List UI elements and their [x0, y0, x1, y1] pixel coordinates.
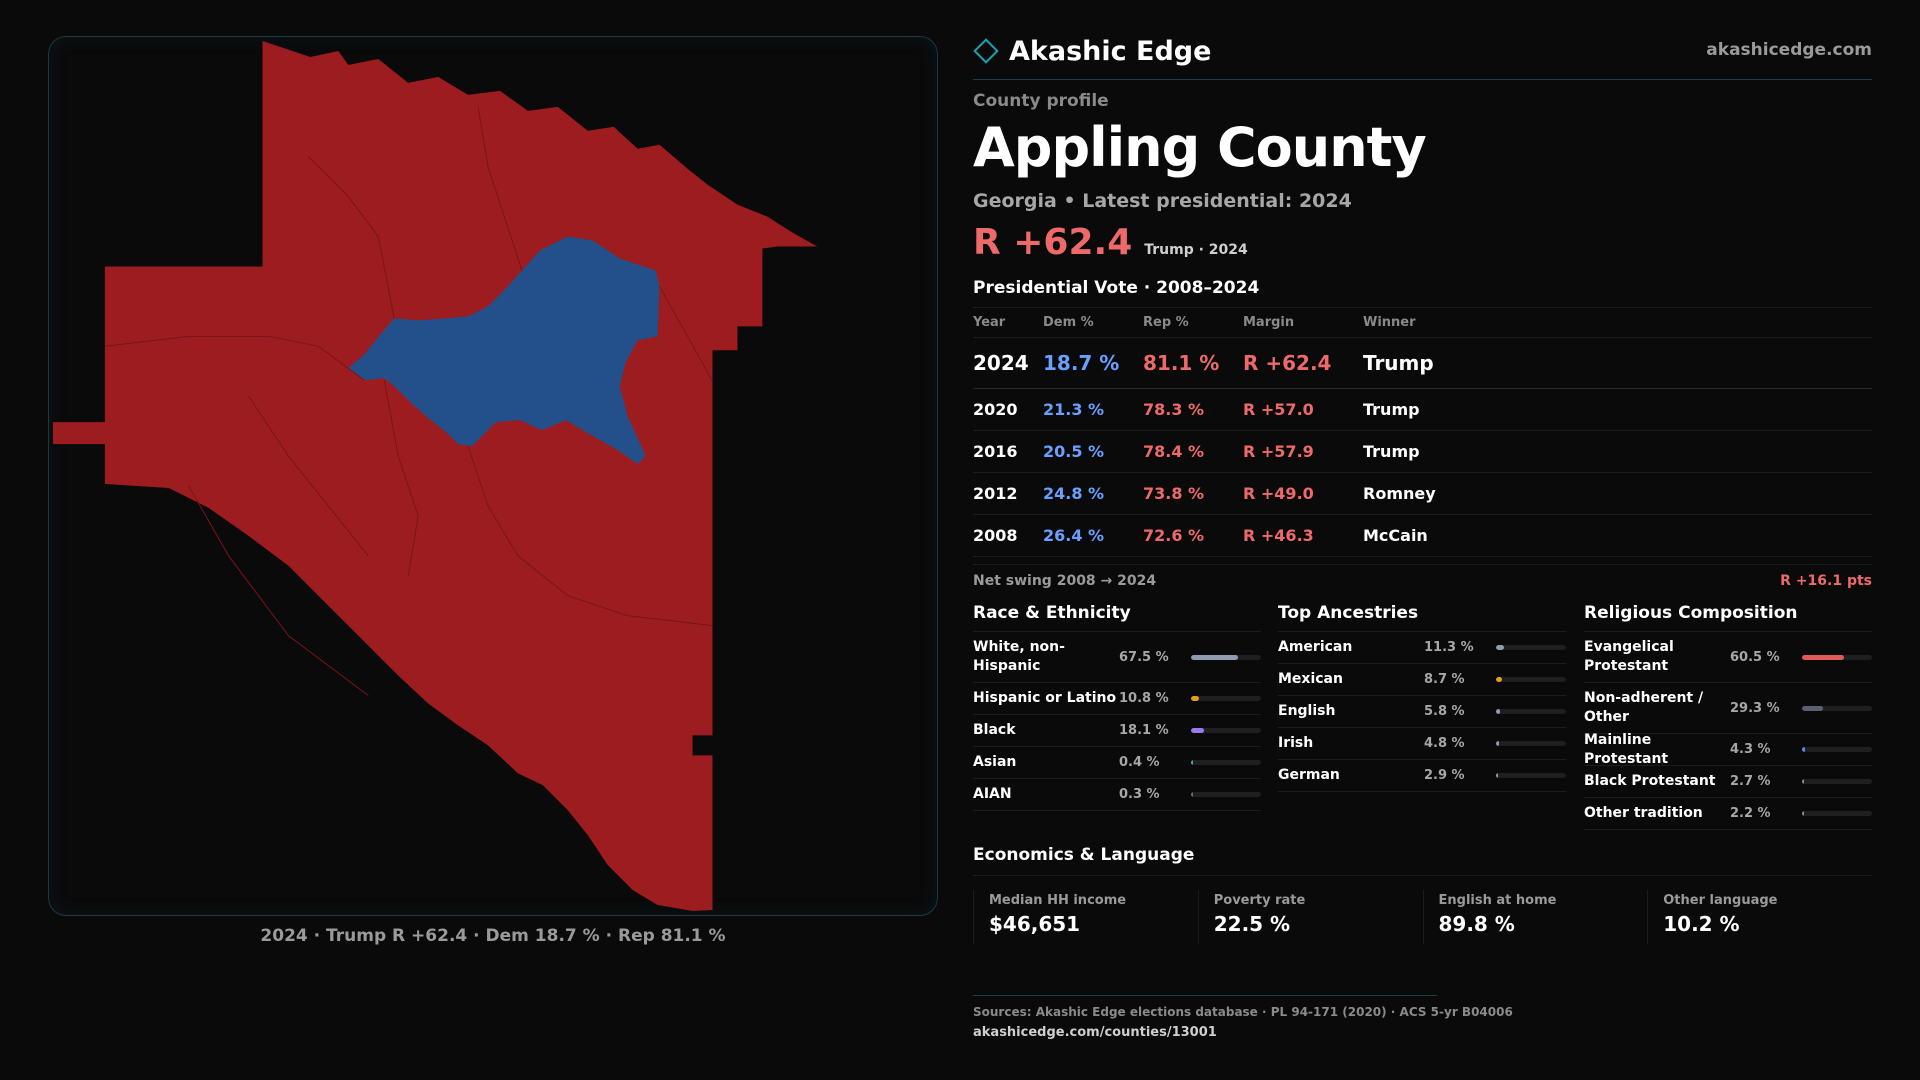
race-bar	[1191, 792, 1261, 797]
county-map[interactable]	[49, 37, 937, 915]
county-map-panel[interactable]	[48, 36, 938, 916]
vote-rep: 72.6 %	[1143, 526, 1205, 545]
ancestry-label: American	[1278, 639, 1353, 655]
map-caption: 2024 · Trump R +62.4 · Dem 18.7 % · Rep 81.1 %	[260, 926, 726, 946]
religion-bar-fill	[1802, 779, 1804, 784]
vote-margin: R +62.4	[1243, 351, 1332, 375]
list-item	[973, 747, 1261, 779]
vote-table	[973, 307, 1872, 557]
list-item	[1278, 696, 1566, 728]
swing-value: R +16.1 pts	[1780, 573, 1872, 589]
religion-bar	[1802, 779, 1872, 784]
ancestry-value: 4.8 %	[1424, 736, 1465, 751]
ancestry-label: English	[1278, 703, 1336, 719]
ancestry-title: Top Ancestries	[1278, 603, 1566, 632]
race-value: 10.8 %	[1119, 691, 1169, 706]
econ-label: Other language	[1663, 893, 1778, 908]
religion-bar	[1802, 747, 1872, 752]
ancestry-value: 2.9 %	[1424, 768, 1465, 783]
list-item	[973, 683, 1261, 715]
table-row	[973, 515, 1872, 557]
vote-winner: Trump	[1363, 351, 1434, 375]
ancestry-section	[1278, 603, 1566, 792]
race-bar	[1191, 760, 1261, 765]
race-bar	[1191, 655, 1261, 660]
table-row	[973, 389, 1872, 431]
ancestry-value: 5.8 %	[1424, 704, 1465, 719]
religion-label: Evangelical Protestant	[1584, 639, 1674, 674]
list-item	[1584, 798, 1872, 830]
race-bar	[1191, 728, 1261, 733]
vote-winner: Trump	[1363, 400, 1420, 419]
profile-panel	[973, 0, 1872, 1080]
county-rep-region[interactable]	[53, 41, 817, 911]
vote-year: 2020	[973, 400, 1018, 419]
vote-winner: Romney	[1363, 484, 1436, 503]
diamond-logo-icon	[973, 38, 999, 64]
econ-label: English at home	[1438, 893, 1557, 908]
latest-margin-value: R +62.4	[973, 222, 1133, 263]
list-item	[1584, 632, 1872, 683]
col-year: Year	[973, 315, 1006, 330]
religion-value: 60.5 %	[1730, 649, 1780, 665]
race-bar-fill	[1191, 728, 1204, 733]
religion-bar	[1802, 655, 1872, 660]
list-item	[1278, 760, 1566, 792]
swing-label: Net swing 2008 → 2024	[973, 573, 1157, 589]
vote-rep: 78.4 %	[1143, 442, 1205, 461]
ancestry-bar-fill	[1496, 645, 1504, 650]
race-label: Asian	[973, 754, 1017, 770]
ancestry-bar	[1496, 773, 1566, 778]
race-bar-fill	[1191, 760, 1193, 765]
ancestry-label: Mexican	[1278, 671, 1343, 687]
religion-label: Black Protestant	[1584, 773, 1716, 789]
race-label: White, non-Hispanic	[973, 639, 1065, 674]
religion-label: Other tradition	[1584, 805, 1703, 821]
table-row	[973, 473, 1872, 515]
religion-bar-fill	[1802, 655, 1844, 660]
brand-url-link[interactable]: akashicedge.com	[1706, 40, 1872, 60]
list-item	[1278, 632, 1566, 664]
vote-year: 2024	[973, 351, 1029, 375]
race-bar	[1191, 696, 1261, 701]
list-item	[973, 632, 1261, 683]
economics-title: Economics & Language	[973, 845, 1195, 865]
race-bar-fill	[1191, 792, 1193, 797]
vote-winner: McCain	[1363, 526, 1428, 545]
economics-divider	[973, 875, 1872, 876]
religion-bar	[1802, 811, 1872, 816]
religion-bar-fill	[1802, 747, 1805, 752]
econ-label: Poverty rate	[1213, 893, 1306, 908]
header-divider	[973, 79, 1872, 80]
religion-section	[1584, 603, 1872, 830]
ancestry-bar-fill	[1496, 773, 1498, 778]
vote-dem: 21.3 %	[1043, 400, 1105, 419]
ancestry-bar	[1496, 709, 1566, 714]
vote-margin: R +46.3	[1243, 526, 1314, 545]
race-value: 0.3 %	[1119, 787, 1160, 802]
race-ethnicity-section	[973, 603, 1261, 811]
page-subtitle: Georgia • Latest presidential: 2024	[973, 190, 1352, 212]
table-row	[973, 338, 1872, 389]
race-title: Race & Ethnicity	[973, 603, 1261, 632]
latest-margin	[973, 222, 1248, 263]
vote-year: 2016	[973, 442, 1018, 461]
vote-winner: Trump	[1363, 442, 1420, 461]
race-label: Black	[973, 722, 1016, 738]
vote-table-header	[973, 307, 1872, 338]
ancestry-bar	[1496, 645, 1566, 650]
econ-value: 89.8 %	[1438, 912, 1515, 936]
race-value: 18.1 %	[1119, 723, 1169, 738]
econ-value: 10.2 %	[1663, 912, 1740, 936]
vote-dem: 20.5 %	[1043, 442, 1105, 461]
col-margin: Margin	[1243, 315, 1295, 330]
vote-margin: R +57.9	[1243, 442, 1314, 461]
econ-card-income	[973, 890, 1198, 944]
race-bar-fill	[1191, 696, 1199, 701]
col-dem: Dem %	[1043, 315, 1094, 330]
ancestry-bar-fill	[1496, 709, 1500, 714]
econ-value: 22.5 %	[1213, 912, 1291, 936]
ancestry-value: 11.3 %	[1424, 640, 1474, 655]
religion-value: 2.2 %	[1730, 806, 1771, 821]
ancestry-label: Irish	[1278, 735, 1314, 751]
profile-eyebrow: County profile	[973, 91, 1109, 111]
list-item	[973, 715, 1261, 747]
brand-name: Akashic Edge	[1009, 35, 1212, 67]
vote-margin: R +49.0	[1243, 484, 1314, 503]
page-title: Appling County	[973, 116, 1426, 179]
religion-bar-fill	[1802, 811, 1804, 816]
religion-value: 2.7 %	[1730, 774, 1771, 789]
vote-rep: 78.3 %	[1143, 400, 1205, 419]
vote-dem: 24.8 %	[1043, 484, 1105, 503]
religion-value: 29.3 %	[1730, 700, 1780, 716]
list-item	[973, 779, 1261, 811]
vote-section-title: Presidential Vote · 2008–2024	[973, 278, 1260, 298]
list-item	[1278, 664, 1566, 696]
race-bar-fill	[1191, 655, 1238, 660]
race-value: 67.5 %	[1119, 649, 1169, 665]
econ-card-poverty	[1198, 890, 1423, 944]
religion-bar-fill	[1802, 706, 1823, 711]
econ-value: $46,651	[989, 912, 1081, 936]
footer-sources: Sources: Akashic Edge elections database · PL 94-171 (2020) · ACS 5-yr B04006	[973, 1005, 1513, 1019]
religion-label: Non-adherent / Other	[1584, 690, 1704, 725]
ancestry-label: German	[1278, 767, 1340, 783]
economics-cards	[973, 890, 1872, 944]
col-rep: Rep %	[1143, 315, 1189, 330]
econ-label: Median HH income	[989, 893, 1127, 908]
econ-card-english	[1423, 890, 1648, 944]
footer-url-link[interactable]: akashicedge.com/counties/13001	[973, 1025, 1217, 1040]
ancestry-bar	[1496, 741, 1566, 746]
race-label: AIAN	[973, 786, 1012, 802]
list-item	[1584, 766, 1872, 798]
vote-margin: R +57.0	[1243, 400, 1314, 419]
race-value: 0.4 %	[1119, 755, 1160, 770]
religion-label: Mainline Protestant	[1584, 731, 1669, 767]
list-item	[1584, 683, 1872, 734]
vote-year: 2008	[973, 526, 1018, 545]
religion-bar	[1802, 706, 1872, 711]
religion-value: 4.3 %	[1730, 742, 1771, 757]
latest-margin-note: Trump · 2024	[1144, 242, 1248, 258]
econ-card-other-language	[1647, 890, 1872, 944]
list-item	[1278, 728, 1566, 760]
vote-year: 2012	[973, 484, 1018, 503]
table-row	[973, 431, 1872, 473]
vote-dem: 18.7 %	[1043, 351, 1120, 375]
footer-divider	[973, 995, 1437, 996]
list-item	[1584, 731, 1872, 767]
ancestry-bar-fill	[1496, 741, 1499, 746]
ancestry-bar-fill	[1496, 677, 1502, 682]
vote-rep: 81.1 %	[1143, 351, 1220, 375]
vote-dem: 26.4 %	[1043, 526, 1105, 545]
swing-divider	[973, 564, 1872, 565]
religion-title: Religious Composition	[1584, 603, 1872, 632]
brand[interactable]	[973, 30, 1211, 72]
ancestry-bar	[1496, 677, 1566, 682]
ancestry-value: 8.7 %	[1424, 672, 1465, 687]
col-winner: Winner	[1363, 315, 1416, 330]
race-label: Hispanic or Latino	[973, 690, 1117, 706]
vote-rep: 73.8 %	[1143, 484, 1205, 503]
